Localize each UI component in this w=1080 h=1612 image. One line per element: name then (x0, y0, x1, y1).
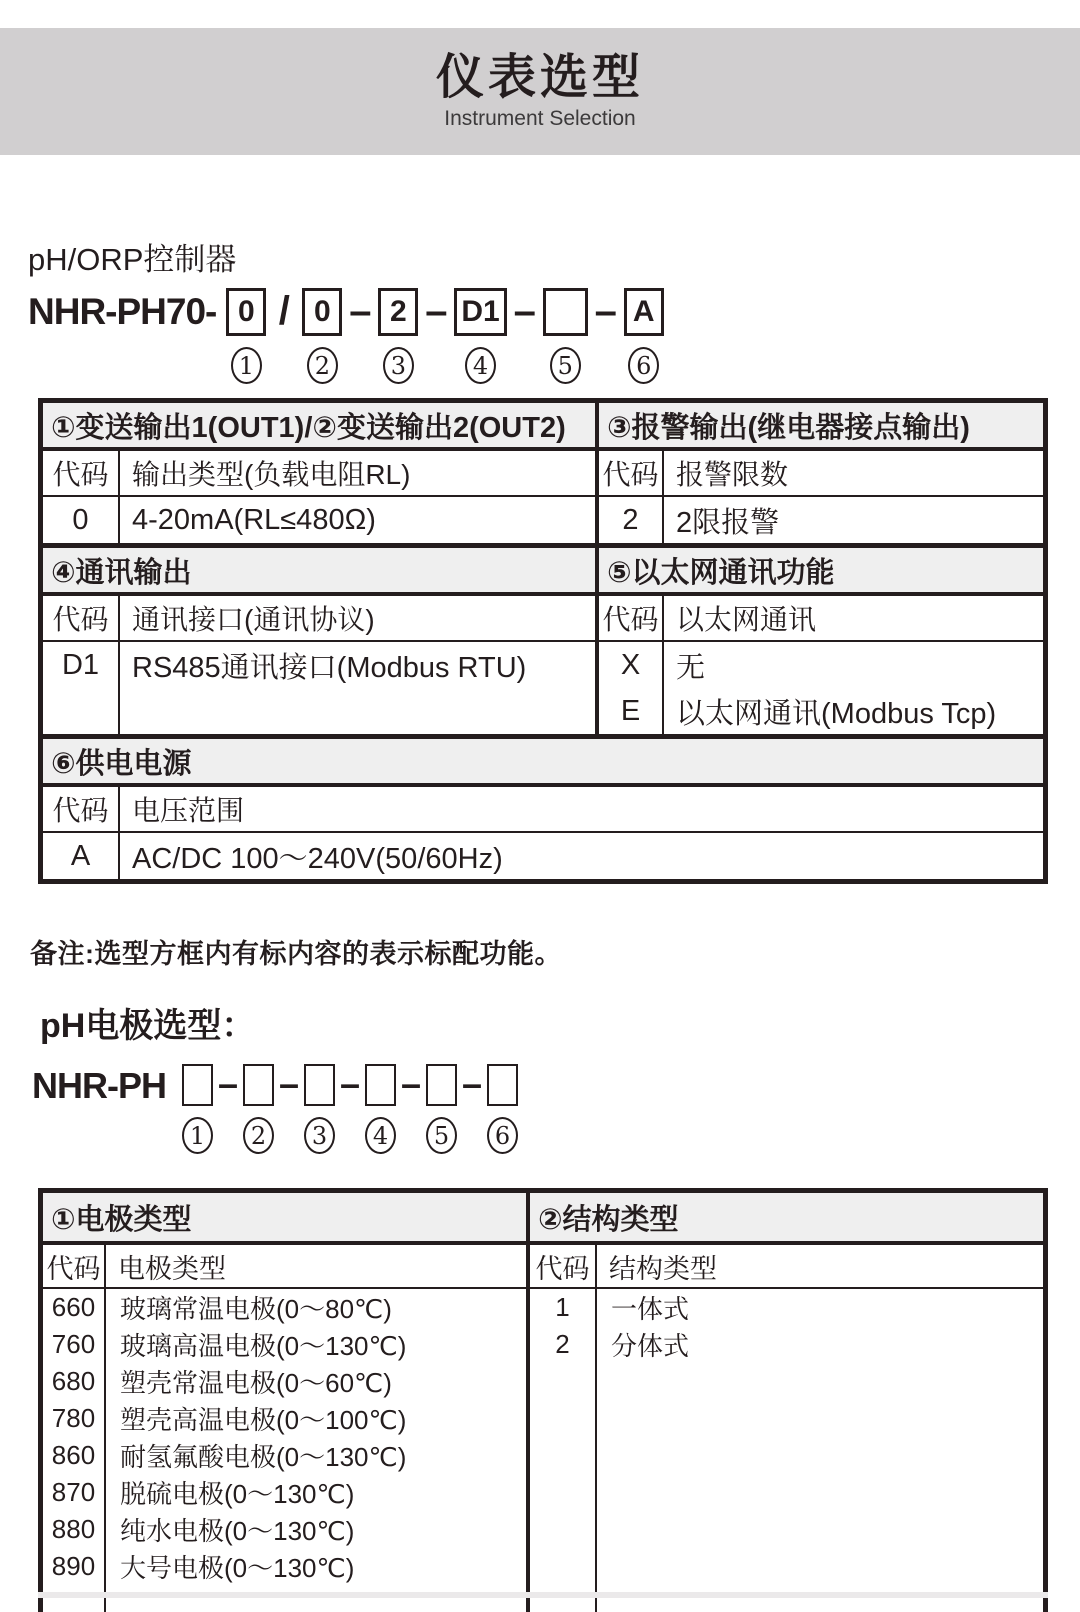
model-code-box-3: 2 (378, 288, 418, 336)
table-section-row-2 (43, 548, 1043, 739)
electrode-table-row (43, 1193, 1043, 1612)
col-header-code: 代码 (530, 1245, 597, 1287)
model-code-box-4: D1 (454, 288, 506, 336)
slot-number-1: 1 (231, 347, 262, 384)
power-section (43, 739, 1043, 879)
selection-note: 备注:选型方框内有标内容的表示标配功能。 (30, 939, 562, 969)
value-desc: 一体式 (611, 1294, 690, 1324)
model-slot-4 (365, 1064, 396, 1154)
col-header-code: 代码 (599, 451, 664, 495)
model-code-box-5 (543, 288, 588, 336)
model-separator-dash: – (278, 1063, 300, 1104)
value-code: X (620, 648, 641, 681)
col-header-type: 通讯接口(通讯协议) (132, 604, 375, 635)
model-slot-6 (487, 1064, 518, 1154)
value-code: D1 (61, 648, 100, 681)
slot-number-3: 3 (304, 1117, 335, 1154)
model-code-box-1: 0 (226, 288, 266, 336)
electrode-code-box-4 (365, 1064, 396, 1106)
value-code-column (43, 833, 120, 879)
value-desc: RS485通讯接口(Modbus RTU) (132, 651, 527, 684)
value-desc: 大号电极(0～130℃) (120, 1553, 355, 1583)
comm-output-title: ④通讯输出 (43, 548, 595, 596)
value-desc-column (597, 1289, 1043, 1612)
value-code-column (599, 497, 664, 543)
model-slot-2 (243, 1064, 274, 1154)
structure-type-section (530, 1193, 1043, 1612)
transmit-output-title: ①变送输出1(OUT1)/②变送输出2(OUT2) (43, 403, 595, 451)
value-code: 660 (51, 1292, 96, 1322)
page-subtitle: Instrument Selection (444, 106, 636, 130)
value-code: 880 (51, 1514, 96, 1544)
model-separator-dash: – (594, 289, 617, 333)
electrode-type-columns (43, 1245, 526, 1289)
value-code: E (620, 694, 641, 727)
value-code: 0 (72, 503, 89, 536)
value-desc-column (120, 497, 595, 543)
col-header-code: 代码 (43, 596, 120, 640)
structure-type-values (530, 1289, 1043, 1612)
structure-type-title: ②结构类型 (530, 1193, 1043, 1245)
value-code: 860 (51, 1440, 96, 1470)
value-desc: 纯水电极(0～130℃) (120, 1516, 355, 1546)
model-separator-dash: – (400, 1063, 422, 1104)
model-separator-dash: – (461, 1063, 483, 1104)
value-desc: 2限报警 (676, 506, 780, 539)
value-desc-column (106, 1289, 526, 1612)
value-code-column (530, 1289, 597, 1612)
electrode-code-box-3 (304, 1064, 335, 1106)
value-desc: AC/DC 100～240V(50/60Hz) (132, 842, 503, 875)
model-separator-dash: – (425, 289, 448, 333)
col-header-type: 结构类型 (609, 1253, 717, 1284)
col-header-code: 代码 (599, 596, 664, 640)
slot-number-4: 4 (465, 347, 496, 384)
slot-number-5: 5 (550, 347, 581, 384)
ethernet-title: ⑤以太网通讯功能 (599, 548, 1043, 596)
model-separator-dash: – (349, 289, 372, 333)
col-header-code: 代码 (43, 1245, 106, 1287)
page-cut-strip (38, 1592, 1048, 1598)
model-slot-6 (624, 288, 664, 384)
power-title: ⑥供电电源 (43, 739, 1043, 787)
model-separator-dash: – (339, 1063, 361, 1104)
alarm-output-section (599, 403, 1043, 543)
transmit-output-values (43, 497, 595, 543)
table-section-row-3 (43, 739, 1043, 879)
controller-model-code-row (28, 288, 664, 384)
page-header-band (0, 28, 1080, 155)
electrode-model-code-row (32, 1064, 518, 1154)
value-desc-column (120, 833, 1043, 879)
value-desc: 玻璃高温电极(0～130℃) (120, 1331, 407, 1361)
controller-model-prefix: NHR-PH70- (28, 291, 217, 332)
value-desc-column (664, 497, 1043, 543)
model-code-box-6: A (624, 288, 664, 336)
value-desc-column (120, 642, 595, 734)
model-slot-1 (182, 1064, 213, 1154)
electrode-code-box-1 (182, 1064, 213, 1106)
value-code: 2 (622, 503, 639, 536)
ethernet-columns (599, 596, 1043, 642)
slot-number-2: 2 (243, 1117, 274, 1154)
value-desc-column (664, 642, 1043, 734)
comm-output-columns (43, 596, 595, 642)
model-slot-3 (304, 1064, 335, 1154)
value-code-column (599, 642, 664, 734)
model-separator-dash: – (217, 1063, 239, 1104)
slot-number-4: 4 (365, 1117, 396, 1154)
value-code: 2 (555, 1329, 570, 1359)
page-title: 仪表选型 (435, 51, 644, 105)
slot-number-2: 2 (307, 347, 338, 384)
model-separator-slash: / (278, 289, 290, 333)
electrode-type-title: ①电极类型 (43, 1193, 526, 1245)
transmit-output-section (43, 403, 599, 543)
value-code: 890 (51, 1551, 96, 1581)
value-code: A (70, 839, 91, 872)
value-desc: 玻璃常温电极(0～80℃) (120, 1294, 392, 1324)
model-slot-5 (543, 288, 588, 384)
power-values (43, 833, 1043, 879)
col-header-code: 代码 (43, 787, 120, 831)
table-section-row-1 (43, 403, 1043, 548)
electrode-section-heading: pH电极选型： (40, 1007, 256, 1045)
slot-number-5: 5 (426, 1117, 457, 1154)
controller-selection-table (38, 398, 1048, 884)
ethernet-values (599, 642, 1043, 734)
alarm-output-values (599, 497, 1043, 543)
electrode-code-box-6 (487, 1064, 518, 1106)
model-separator-dash: – (513, 289, 536, 333)
slot-number-6: 6 (628, 347, 659, 384)
col-header-type: 电压范围 (132, 795, 245, 826)
model-slot-4 (454, 288, 506, 384)
value-code-column (43, 1289, 106, 1612)
controller-section-heading: pH/ORP控制器 (28, 242, 237, 277)
model-slot-2 (302, 288, 342, 384)
value-desc: 脱硫电极(0～130℃) (120, 1479, 355, 1509)
slot-number-1: 1 (182, 1117, 213, 1154)
electrode-code-box-2 (243, 1064, 274, 1106)
alarm-output-columns (599, 451, 1043, 497)
value-desc: 无 (676, 651, 706, 684)
col-header-type: 电极类型 (118, 1253, 226, 1284)
structure-type-columns (530, 1245, 1043, 1289)
value-code-column (43, 497, 120, 543)
col-header-type: 输出类型(负载电阻RL) (132, 459, 411, 490)
value-desc: 以太网通讯(Modbus Tcp) (676, 697, 997, 730)
electrode-type-section (43, 1193, 530, 1612)
value-code: 680 (51, 1366, 96, 1396)
model-slot-1 (226, 288, 266, 384)
value-code: 1 (555, 1292, 570, 1322)
comm-output-values (43, 642, 595, 734)
value-desc: 塑壳高温电极(0～100℃) (120, 1405, 407, 1435)
col-header-type: 以太网通讯 (676, 604, 817, 635)
col-header-type: 报警限数 (676, 459, 789, 490)
model-code-box-2: 0 (302, 288, 342, 336)
value-code: 870 (51, 1477, 96, 1507)
power-columns (43, 787, 1043, 833)
electrode-selection-table (38, 1188, 1048, 1612)
ethernet-section (599, 548, 1043, 734)
col-header-code: 代码 (43, 451, 120, 495)
electrode-type-values (43, 1289, 526, 1612)
transmit-output-columns (43, 451, 595, 497)
electrode-model-prefix: NHR-PH (32, 1065, 166, 1106)
value-desc: 4-20mA(RL≤480Ω) (132, 503, 376, 536)
model-slot-5 (426, 1064, 457, 1154)
electrode-code-box-5 (426, 1064, 457, 1106)
value-desc: 塑壳常温电极(0～60℃) (120, 1368, 392, 1398)
model-slot-3 (378, 288, 418, 384)
value-code: 780 (51, 1403, 96, 1433)
value-code: 760 (51, 1329, 96, 1359)
value-desc: 分体式 (611, 1331, 690, 1361)
value-code-column (43, 642, 120, 734)
slot-number-6: 6 (487, 1117, 518, 1154)
slot-number-3: 3 (383, 347, 414, 384)
value-desc: 耐氢氟酸电极(0～130℃) (120, 1442, 407, 1472)
alarm-output-title: ③报警输出(继电器接点输出) (599, 403, 1043, 451)
comm-output-section (43, 548, 599, 734)
